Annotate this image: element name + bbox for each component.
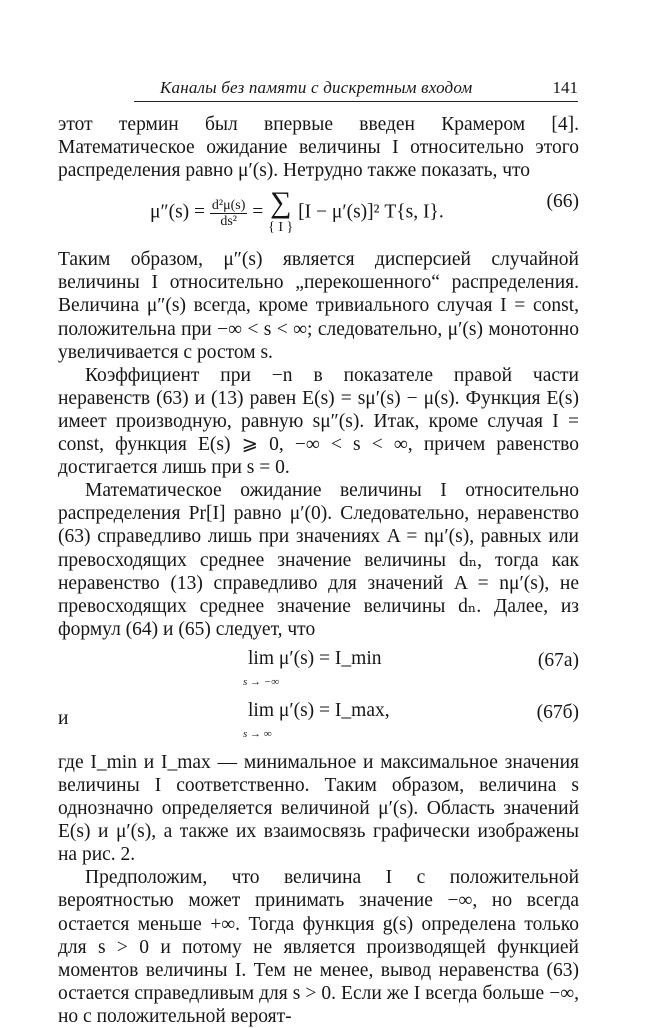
eq66-fraction bbox=[210, 198, 247, 229]
equation-67a-number: (67а) bbox=[537, 649, 579, 671]
eq66-rhs: [I − μ′(s)]² T{s, I}. bbox=[298, 201, 444, 223]
eq66-equals: = bbox=[252, 201, 264, 223]
equation-67a bbox=[58, 647, 579, 691]
page-number: 141 bbox=[552, 78, 578, 97]
eq66-sum-index: { I } bbox=[268, 220, 294, 236]
eq66-sum bbox=[268, 188, 293, 238]
paragraph-7: Предположим, что величина I с положительной вероятностью может принимать значение −∞, но всегда остается меньше +∞. Тогда функция g(s) определена только для s > 0 и потому не является производящей функцией моментов величины I. Тем не менее, вывод неравенства (63) остается справедливым для s > 0. Если же I всегда больше −∞, но с положительной вероят- bbox=[58, 867, 579, 1027]
running-header bbox=[134, 76, 578, 102]
eq66-lhs: μ″(s) = bbox=[150, 201, 206, 223]
paragraph-2: Таким образом, μ″(s) является дисперсией случайной величины I относительно „перекошенного“ распределения. Величина μ″(s) всегда, кроме тривиального случая I = const, положительна при −∞ < s < ∞; следовательно, μ′(s) монотонно увеличивается с ростом s. bbox=[58, 249, 579, 363]
equation-66 bbox=[58, 182, 579, 248]
eq66-frac-numerator: d²μ(s) bbox=[211, 197, 246, 213]
equation-67a-expression: lim μ′(s) = I_min bbox=[248, 647, 382, 669]
equation-66-number: (66) bbox=[546, 191, 579, 213]
equation-67b-expression: lim μ′(s) = I_max, bbox=[248, 699, 390, 721]
eq66-sum-sign: ∑ bbox=[270, 186, 292, 220]
equation-67b-limit: s → ∞ bbox=[243, 727, 272, 740]
running-title: Каналы без памяти с дискретным входом bbox=[160, 78, 473, 97]
header-rule bbox=[134, 101, 578, 102]
equation-66-expression bbox=[150, 188, 444, 238]
eq66-frac-denominator: ds² bbox=[220, 213, 237, 229]
paragraph-1: этот термин был впервые введен Крамером [4]. Математическое ожидание величины I относительно этого распределения равно μ′(s). Нетрудно также показать, что bbox=[58, 114, 579, 182]
paragraph-3: Коэффициент при −n в показателе правой части неравенств (63) и (13) равен E(s) = sμ′(s) − μ(s). Функция E(s) имеет производную, равную sμ″(s). Итак, кроме случая I = const, функция E(s) ⩾ 0, −∞ < s < ∞, причем равенство достигается лишь при s = 0. bbox=[58, 364, 579, 479]
equation-67a-limit: s → −∞ bbox=[243, 675, 280, 688]
page-body bbox=[58, 113, 579, 1028]
conjunction-i: и bbox=[58, 707, 69, 729]
paragraph-6: где I_min и I_max — минимальное и максимальное значения величины I соответственно. Таким образом, величина s однозначно определяется величиной μ′(s). Область значений E(s) и μ′(s), а также их взаимосвязь графически изображены на рис. 2. bbox=[58, 751, 579, 866]
equation-67b bbox=[58, 699, 579, 743]
equation-67b-number: (67б) bbox=[536, 701, 579, 723]
paragraph-4: Математическое ожидание величины I относительно распределения Pr[I] равно μ′(0). Следовательно, неравенство (63) справедливо лишь при значениях A = nμ′(s), равных или превосходящих среднее значение величины dₙ, тогда как неравенство (13) справедливо для значений A = nμ′(s), не превосходящих среднее значение величины dₙ. Далее, из формул (64) и (65) следует, что bbox=[58, 480, 579, 640]
